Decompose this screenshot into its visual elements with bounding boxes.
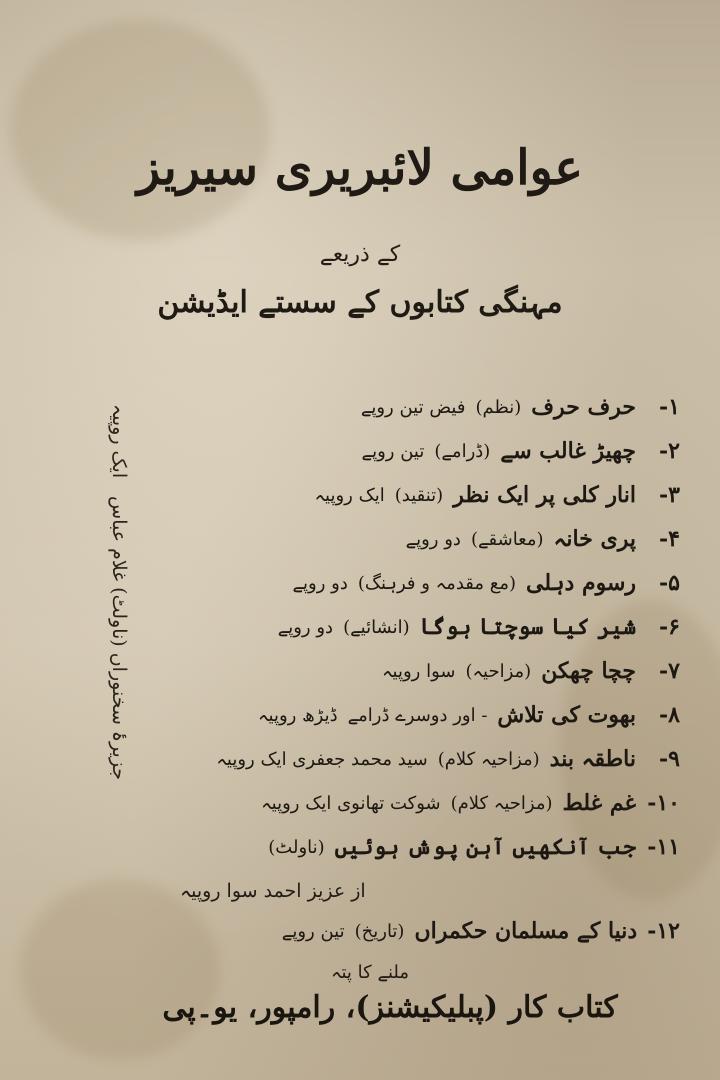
book-number: ۱۲- (647, 918, 680, 944)
book-number: ۹- (659, 746, 680, 772)
book-price: دو روپے (292, 572, 348, 594)
book-number: ۱۰- (647, 790, 680, 816)
paper-stain (10, 20, 270, 240)
book-genre: (مزاحیہ کلام) (437, 748, 540, 770)
book-number: ۱- (659, 394, 680, 420)
paper-stain (20, 880, 220, 1060)
book-title: غم غلط (562, 790, 636, 816)
book-item (170, 429, 680, 473)
side-note (60, 360, 130, 780)
book-title: جب آنکھیں آہن پوش ہوئیں (334, 834, 636, 860)
book-genre: (انشائیے) (343, 616, 410, 638)
book-item (170, 561, 680, 605)
book-number: ۱۱- (647, 834, 680, 860)
book-number: ۳- (659, 482, 680, 508)
subtitle: کے ذریعے (319, 242, 401, 267)
book-genre: (تنقید) (394, 484, 444, 506)
book-price: دو روپے (277, 616, 334, 638)
book-item (170, 473, 680, 517)
side-note-title: جزیرۂ سخنوراں (ناولٹ) غلام عباس (108, 495, 130, 780)
book-item (170, 825, 680, 869)
book-title: دنیا کے مسلمان حکمراں (414, 918, 638, 944)
book-title: چچا چھکن (541, 658, 636, 684)
book-item (170, 517, 680, 561)
book-number: ۶- (659, 614, 680, 640)
book-genre: (مزاحیہ) (465, 660, 532, 682)
book-price: ایک روپیہ (314, 484, 385, 506)
book-title: انار کلی پر ایک نظر (453, 482, 636, 508)
book-title: بھوت کی تلاش (497, 702, 636, 728)
book-number: ۷- (659, 658, 680, 684)
book-price: سید محمد جعفری ایک روپیہ (216, 748, 428, 770)
book-genre: (نظم) (475, 396, 522, 418)
publisher-address: کتاب کار (پبلیکیشنز)، رامپور، یو۔پی (162, 990, 618, 1025)
side-note-price: ایک روپیہ (108, 403, 130, 478)
book-title: حرف حرف (531, 394, 636, 420)
book-title: شیر کیا سوچتا ہوگا (419, 614, 636, 640)
book-genre: (تاریخ) (354, 920, 405, 942)
book-title: چھیڑ غالب سے (500, 438, 636, 464)
book-number: ۴- (659, 526, 680, 552)
author-price-line: از عزیز احمد سوا روپیہ (180, 880, 366, 902)
book-price: دو روپے (405, 528, 461, 550)
book-number: ۵- (659, 570, 680, 596)
book-item (170, 781, 680, 825)
book-genre: (ناولٹ) (268, 836, 325, 858)
book-title: ناطقہ بند (549, 746, 636, 772)
page-title: عوامی لائبریری سیریز (136, 140, 584, 196)
book-price: تین روپے (281, 920, 345, 942)
book-list (170, 385, 680, 869)
book-title: رسوم دہلی (525, 570, 636, 596)
book-price: سوا روپیہ (381, 660, 456, 682)
book-item (170, 605, 680, 649)
book-number: ۲- (659, 438, 680, 464)
book-item (170, 385, 680, 429)
book-genre: (معاشقے) (470, 528, 544, 550)
book-genre: - اور دوسرے ڈرامے (347, 704, 488, 726)
book-title: پری خانہ (553, 526, 636, 552)
availability-label: ملنے کا پتہ (330, 962, 410, 983)
book-genre: (مع مقدمہ و فرہنگ) (357, 572, 516, 594)
book-price: تین روپے (361, 440, 425, 462)
book-genre: (مزاحیہ کلام) (450, 792, 553, 814)
book-item (170, 649, 680, 693)
book-item (170, 737, 680, 781)
book-price: ڈیڑھ روپیہ (257, 704, 338, 726)
book-price: شوکت تھانوی ایک روپیہ (261, 792, 441, 814)
book-item (160, 918, 680, 944)
book-genre: (ڈرامے) (434, 440, 491, 462)
subtitle-tagline: مہنگی کتابوں کے سستے ایڈیشن (157, 285, 563, 320)
book-number: ۸- (659, 702, 680, 728)
book-item (170, 693, 680, 737)
book-price: فیض تین روپے (360, 396, 466, 418)
